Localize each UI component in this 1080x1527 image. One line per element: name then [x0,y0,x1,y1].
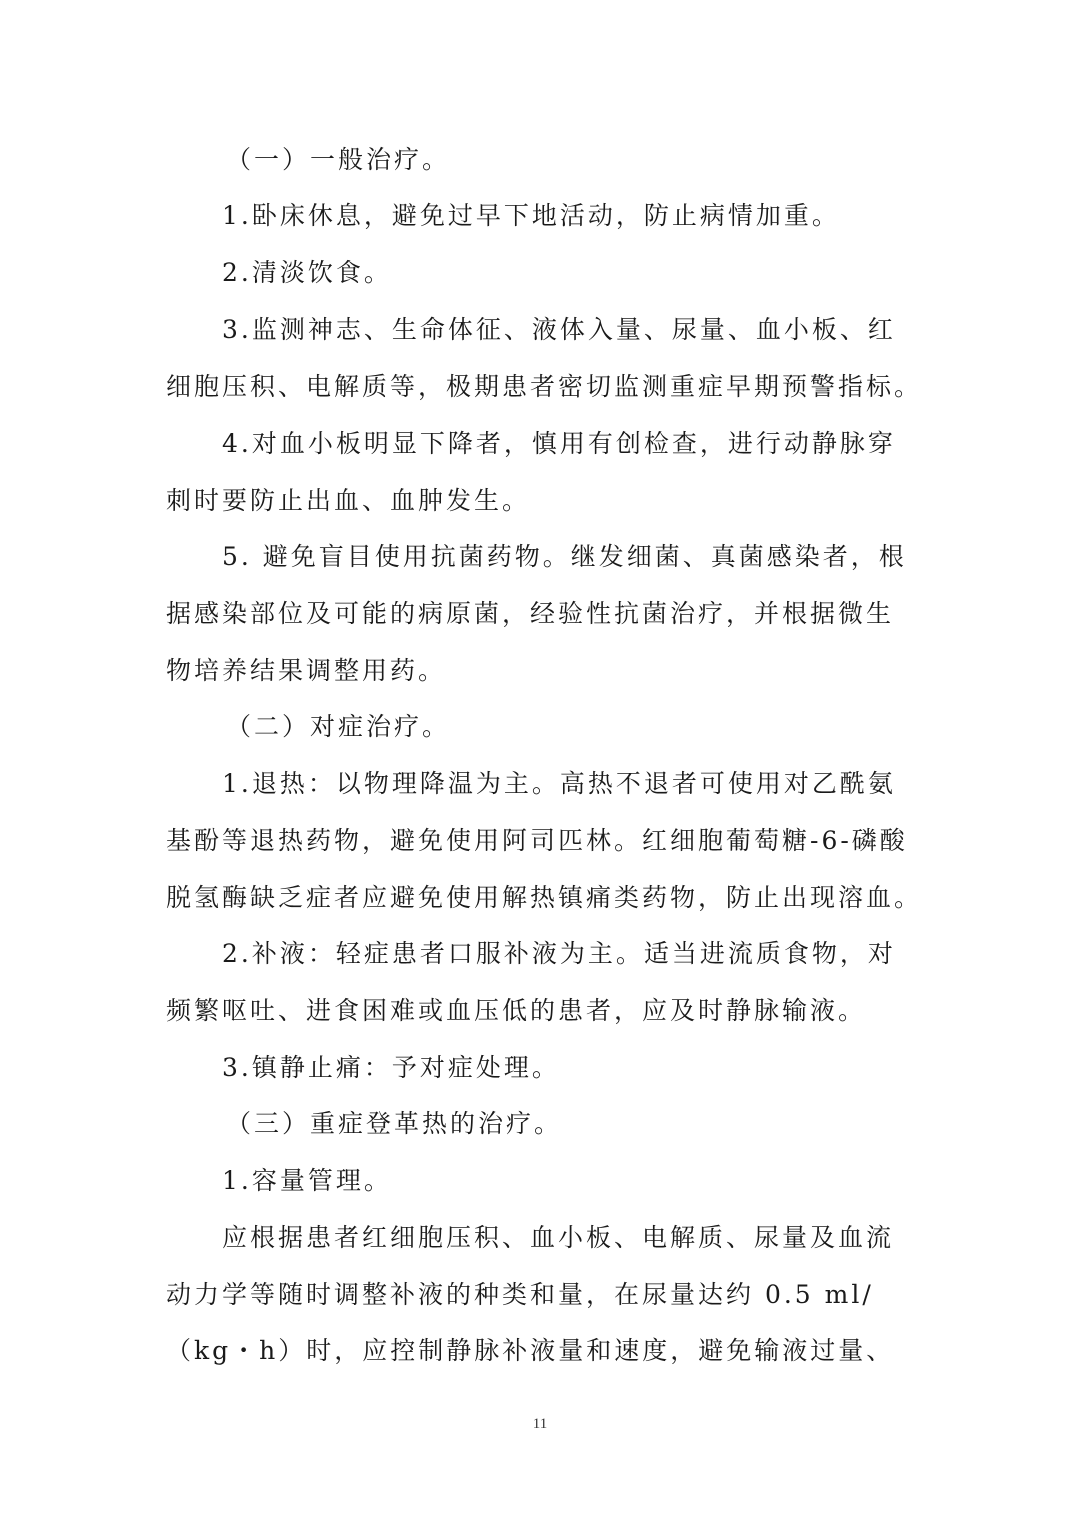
section-heading-symptomatic-treatment: （二）对症治疗。 [226,712,451,741]
paragraph-line: 动力学等随时调整补液的种类和量，在尿量达约 0.5 ml/ [166,1280,874,1309]
paragraph-line: 1.退热：以物理降温为主。高热不退者可使用对乙酰氨 [222,769,896,798]
paragraph-line: 1.卧床休息，避免过早下地活动，防止病情加重。 [222,201,840,230]
paragraph-line: 基酚等退热药物，避免使用阿司匹林。红细胞葡萄糖-6-磷酸 [166,826,908,855]
paragraph-line: 应根据患者红细胞压积、血小板、电解质、尿量及血流 [222,1223,895,1252]
paragraph-line: （kg・h）时，应控制静脉补液量和速度，避免输液过量、 [166,1336,895,1365]
paragraph-line: 3.镇静止痛：予对症处理。 [222,1053,560,1082]
paragraph-line: 5. 避免盲目使用抗菌药物。继发细菌、真菌感染者，根 [222,542,907,571]
section-heading-severe-dengue-treatment: （三）重症登革热的治疗。 [226,1109,563,1138]
paragraph-line: 1.容量管理。 [222,1166,392,1195]
section-heading-general-treatment: （一）一般治疗。 [226,145,451,174]
paragraph-line: 4.对血小板明显下降者，慎用有创检查，进行动静脉穿 [222,429,896,458]
page-number: 11 [532,1416,548,1432]
paragraph-line: 频繁呕吐、进食困难或血压低的患者，应及时静脉输液。 [166,996,867,1025]
paragraph-line: 刺时要防止出血、血肿发生。 [166,486,531,515]
paragraph-line: 细胞压积、电解质等，极期患者密切监测重症早期预警指标。 [166,372,923,401]
paragraph-line: 3.监测神志、生命体征、液体入量、尿量、血小板、红 [222,315,896,344]
paragraph-line: 2.清淡饮食。 [222,258,392,287]
paragraph-line: 2.补液：轻症患者口服补液为主。适当进流质食物，对 [222,939,896,968]
paragraph-line: 物培养结果调整用药。 [166,656,447,685]
paragraph-line: 脱氢酶缺乏症者应避免使用解热镇痛类药物，防止出现溶血。 [166,883,923,912]
paragraph-line: 据感染部位及可能的病原菌，经验性抗菌治疗，并根据微生 [166,599,895,628]
